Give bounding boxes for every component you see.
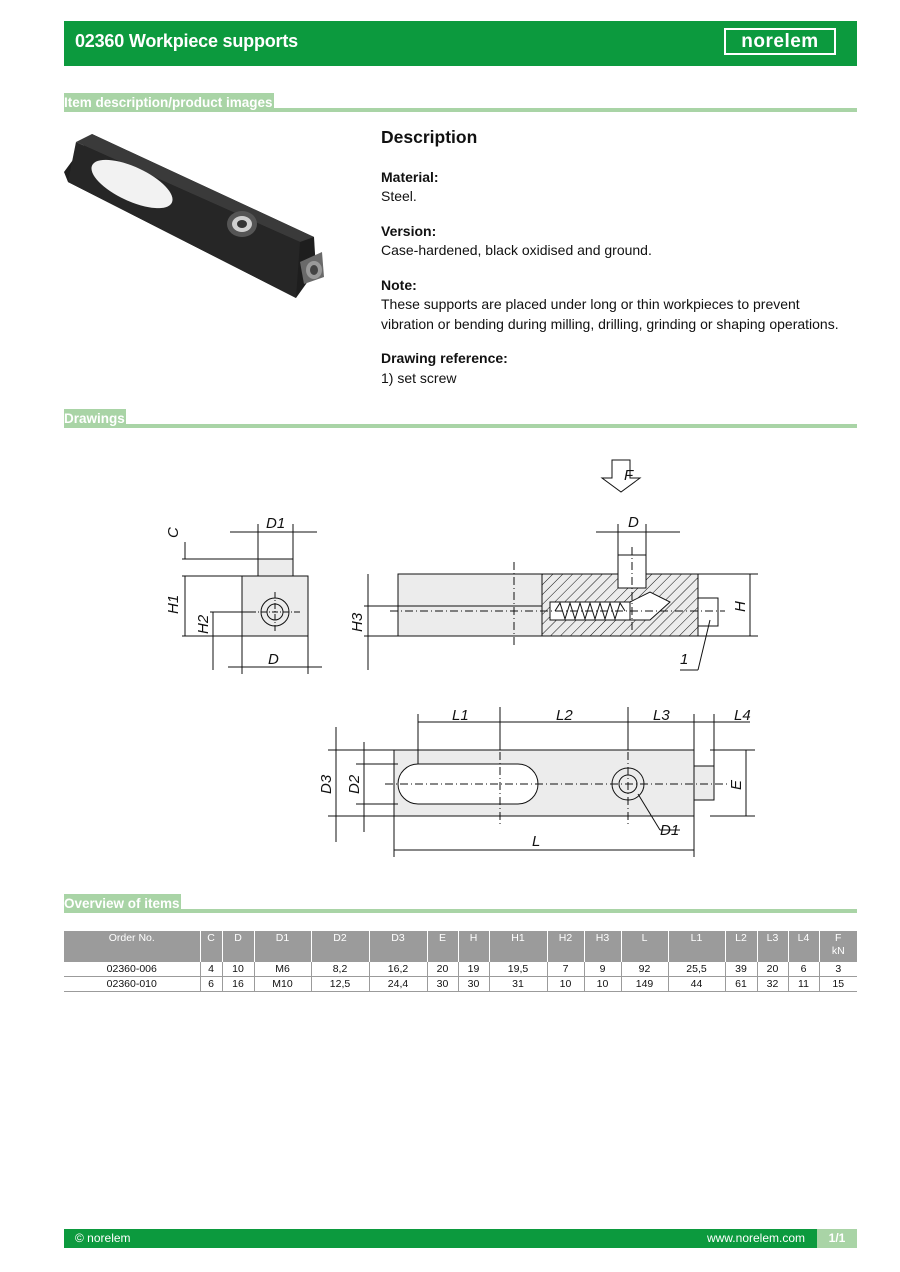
- col-L: L: [621, 931, 668, 962]
- col-H2: H2: [547, 931, 584, 962]
- table-cell: 12,5: [311, 977, 369, 992]
- table-cell: 19: [458, 962, 489, 977]
- table-cell: 44: [668, 977, 725, 992]
- col-H1: H1: [489, 931, 547, 962]
- page-header: [64, 21, 857, 66]
- label-H2: H2: [195, 614, 212, 634]
- table-cell: M10: [254, 977, 311, 992]
- table-cell: 25,5: [668, 962, 725, 977]
- table-cell: 7: [547, 962, 584, 977]
- table-cell: 92: [621, 962, 668, 977]
- section-item-description: [64, 90, 857, 112]
- note-label: Note:: [381, 276, 417, 293]
- col-D2: D2: [311, 931, 369, 962]
- col-L1: L1: [668, 931, 725, 962]
- page-number: 1/1: [817, 1229, 857, 1248]
- order-number-cell: 02360-006: [64, 962, 200, 977]
- table-cell: 3: [819, 962, 857, 977]
- website-link[interactable]: www.norelem.com: [706, 1231, 805, 1245]
- description-heading: Description: [381, 127, 478, 147]
- label-L4: L4: [734, 707, 751, 724]
- table-cell: 11: [788, 977, 819, 992]
- col-order-no: Order No.: [64, 931, 200, 962]
- table-header-row: [64, 931, 857, 962]
- technical-drawing: [150, 452, 770, 872]
- table-row: [64, 962, 857, 977]
- section-drawings: [64, 406, 857, 428]
- version-label: Version:: [381, 222, 437, 239]
- label-D2: D2: [346, 774, 363, 794]
- norelem-logo: norelem: [724, 28, 836, 55]
- page-title: 02360 Workpiece supports: [75, 31, 298, 51]
- product-image: [64, 122, 326, 302]
- order-number-cell: 02360-010: [64, 977, 200, 992]
- table-cell: 6: [200, 977, 222, 992]
- table-row: [64, 977, 857, 992]
- label-L2: L2: [556, 707, 573, 724]
- label-L3: L3: [653, 707, 670, 724]
- copyright-text: © norelem: [75, 1231, 131, 1245]
- table-cell: 15: [819, 977, 857, 992]
- table-cell: 20: [427, 962, 458, 977]
- table-cell: 30: [427, 977, 458, 992]
- table-cell: 20: [757, 962, 788, 977]
- table-cell: 9: [584, 962, 621, 977]
- col-C: C: [200, 931, 222, 962]
- label-H: H: [732, 601, 749, 612]
- label-C: C: [165, 527, 182, 538]
- section-overview: [64, 891, 857, 913]
- page-footer: [64, 1229, 857, 1248]
- table-cell: 31: [489, 977, 547, 992]
- table-cell: 61: [725, 977, 757, 992]
- table-cell: 30: [458, 977, 489, 992]
- items-table: [64, 931, 857, 992]
- table-cell: 19,5: [489, 962, 547, 977]
- table-cell: M6: [254, 962, 311, 977]
- table-cell: 4: [200, 962, 222, 977]
- table-cell: 8,2: [311, 962, 369, 977]
- col-H3: H3: [584, 931, 621, 962]
- version-text: Case-hardened, black oxidised and ground.: [381, 242, 652, 258]
- label-D1-top: D1: [660, 822, 680, 839]
- col-F-unit: kN: [831, 945, 845, 957]
- label-D3: D3: [318, 774, 335, 794]
- col-D3: D3: [369, 931, 427, 962]
- drawing-reference-label: Drawing reference:: [381, 350, 508, 366]
- col-D: D: [222, 931, 254, 962]
- section-overview-label: Overview of items: [64, 896, 180, 911]
- drawing-reference-text: 1) set screw: [381, 369, 457, 386]
- label-F: F: [624, 467, 634, 484]
- note-text: These supports are placed under long or thin workpieces to prevent vibration or bending during milling, drilling, grinding or shaping operations.: [381, 296, 839, 332]
- label-H1: H1: [165, 594, 182, 614]
- material-text: Steel.: [381, 188, 417, 204]
- label-E: E: [728, 779, 745, 790]
- table-cell: 39: [725, 962, 757, 977]
- label-H3: H3: [349, 612, 366, 632]
- label-D1-side: D1: [266, 515, 286, 532]
- col-D1: D1: [254, 931, 311, 962]
- section-item-description-label: Item description/product images: [64, 95, 273, 110]
- label-D-side: D: [268, 651, 279, 668]
- col-F-label: F: [835, 932, 842, 944]
- col-E: E: [427, 931, 458, 962]
- col-L2: L2: [725, 931, 757, 962]
- section-drawings-label: Drawings: [64, 411, 125, 426]
- col-L3: L3: [757, 931, 788, 962]
- label-L: L: [532, 833, 541, 850]
- label-set-screw: 1: [680, 651, 689, 668]
- table-cell: 10: [222, 962, 254, 977]
- table-cell: 24,4: [369, 977, 427, 992]
- col-H: H: [458, 931, 489, 962]
- col-L4: L4: [788, 931, 819, 962]
- table-cell: 149: [621, 977, 668, 992]
- table-cell: 10: [547, 977, 584, 992]
- table-cell: 10: [584, 977, 621, 992]
- label-L1: L1: [452, 707, 469, 724]
- col-F: [819, 931, 857, 962]
- table-cell: 6: [788, 962, 819, 977]
- table-cell: 16,2: [369, 962, 427, 977]
- label-D-front: D: [628, 514, 639, 531]
- table-cell: 32: [757, 977, 788, 992]
- material-label: Material:: [381, 168, 439, 185]
- description-panel: [381, 128, 851, 403]
- table-cell: 16: [222, 977, 254, 992]
